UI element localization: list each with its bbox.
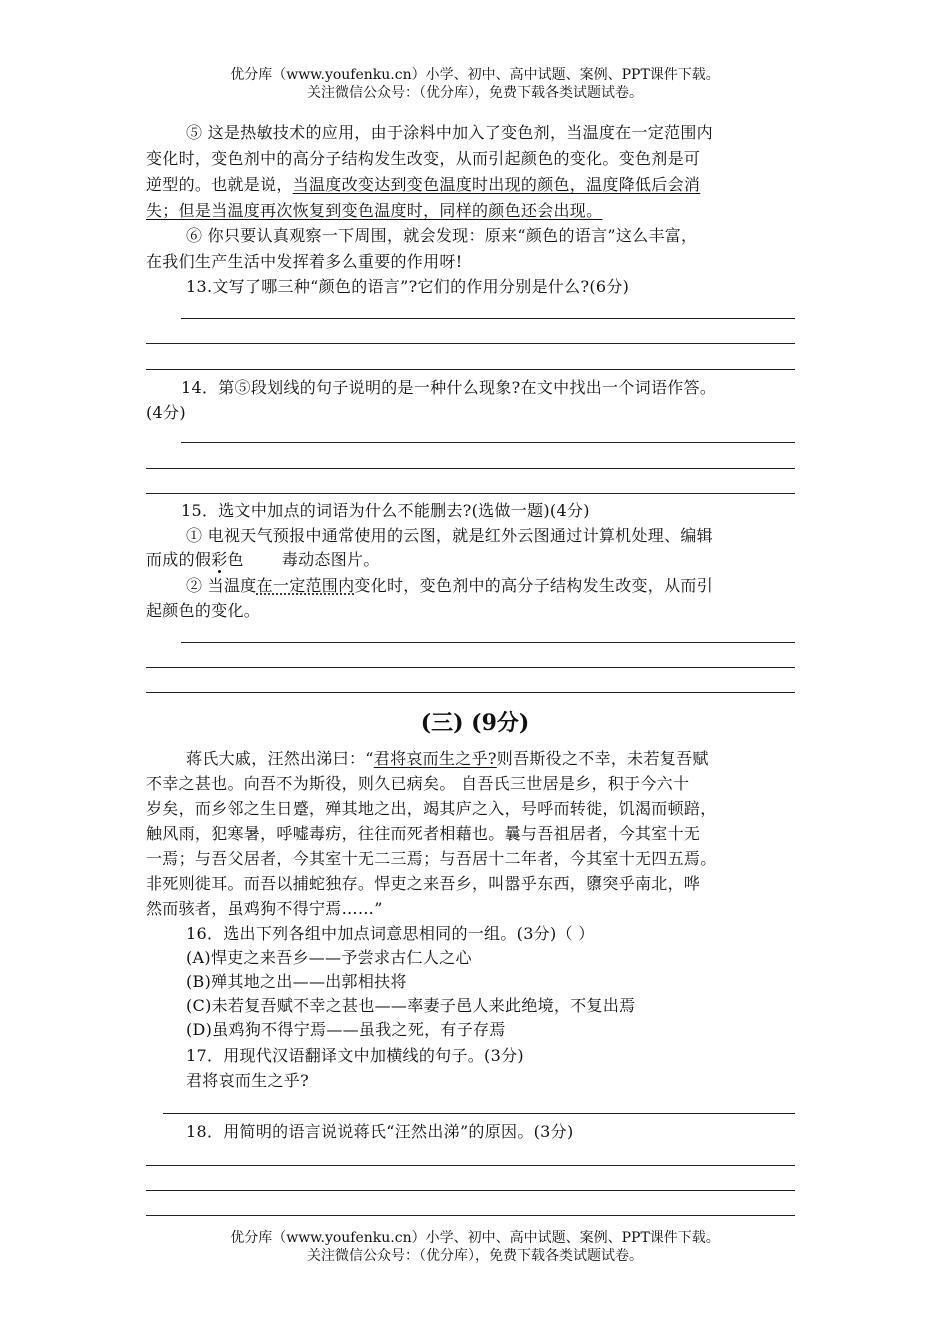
footer-line-1: 优分库（www.youfenku.cn）小学、初中、高中试题、案例、PPT课件下载。 [230, 1230, 720, 1246]
answer-line[interactable] [146, 369, 795, 370]
question-16-option-d: (D)虽鸡狗不得宁焉——虽我之死，有子存焉 [186, 1020, 506, 1039]
answer-line[interactable] [146, 692, 795, 693]
answer-line[interactable] [181, 642, 795, 643]
s3-line-1 [186, 747, 837, 771]
question-15: 15．选文中加点的词语为什么不能删去?(选做一题)(4分) [181, 501, 590, 520]
answer-line[interactable] [146, 493, 795, 494]
p5-underlined-sentence-part2: 失；但是当温度再次恢复到变色温度时，同样的颜色还会出现。 [146, 201, 603, 220]
s3-line-6: 非死则徙耳。而吾以捕蛇独存。悍吏之来吾乡，叫嚣乎东西，隳突乎南北，哗 [146, 874, 701, 893]
s3-line-1-prefix: 蒋氏大戚，汪然出涕曰：“ [186, 749, 374, 768]
question-15-option-1-line-2 [146, 548, 797, 572]
p5-underlined-sentence-part1: 当温度改变达到变色温度时出现的颜色，温度降低后会消 [292, 175, 701, 194]
page-header [0, 66, 950, 102]
answer-line[interactable] [146, 1215, 795, 1216]
s3-line-2: 不幸之甚也。向吾不为斯役，则久已病矣。 自吾氏三世居是乡，积于今六十 [146, 774, 690, 793]
answer-line[interactable] [163, 1113, 795, 1114]
answer-line[interactable] [181, 318, 795, 319]
section-3-title: (三) (9分) [420, 710, 530, 736]
p6-line-1: ⑥ 你只要认真观察一下周围，就会发现：原来“颜色的语言”这么丰富， [186, 226, 698, 245]
s3-line-4: 触风雨，犯寒暑，呼嘘毒疠，往往而死者相藉也。曩与吾祖居者，今其室十无 [146, 824, 701, 843]
question-16-option-a: (A)悍吏之来吾乡——予尝求古仁人之心 [186, 948, 472, 967]
answer-line[interactable] [146, 1190, 795, 1191]
q15-2-dotted-words: 在一定范围内 [256, 576, 355, 595]
question-17: 17．用现代汉语翻译文中加横线的句子。(3分) [186, 1046, 524, 1065]
question-14-line-1: 14．第⑤段划线的句子说明的是一种什么现象?在文中找出一个词语作答。 [181, 378, 717, 397]
s3-line-1-suffix: 则吾斯役之不幸，未若复吾赋 [496, 749, 709, 768]
question-15-option-1-line-1: ① 电视天气预报中通常使用的云图，就是红外云图通过计算机处理、编辑 [186, 526, 713, 545]
q15-2-suffix: 变化时，变色剂中的高分子结构发生改变，从而引 [354, 576, 714, 595]
p6-line-2: 在我们生产生活中发挥着多么重要的作用呀! [146, 252, 463, 271]
header-line-1: 优分库（www.youfenku.cn）小学、初中、高中试题、案例、PPT课件下载。 [230, 67, 720, 83]
s3-line-3: 岁矣，而乡邻之生日蹙，殚其地之出，竭其庐之入，号呼而转徙，饥渴而顿踣， [146, 799, 717, 818]
q15-1-suffix: 毒动态图片。 [281, 550, 380, 569]
q15-1-prefix: 而成的 [146, 550, 195, 569]
question-16-option-c: (C)未若复吾赋不幸之甚也——率妻子邑人来此绝境，不复出焉 [186, 996, 636, 1015]
question-17-sentence: 君将哀而生之乎? [186, 1071, 309, 1090]
answer-line[interactable] [146, 1165, 795, 1166]
question-18: 18．用简明的语言说说蒋氏“汪然出涕”的原因。(3分) [186, 1122, 574, 1141]
p5-line-3 [146, 173, 797, 197]
answer-line[interactable] [146, 667, 795, 668]
answer-line[interactable] [181, 442, 795, 443]
question-15-option-2-line-2: 起颜色的变化。 [146, 601, 261, 620]
p5-line-3-plain: 逆型的。也就是说， [146, 175, 293, 194]
page-footer [0, 1229, 950, 1265]
s3-underlined-sentence: 君将哀而生之乎? [373, 749, 497, 768]
question-13: 13.文写了哪三种“颜色的语言”?它们的作用分别是什么?(6分) [186, 277, 630, 296]
answer-line[interactable] [146, 343, 795, 344]
question-15-option-2-line-1 [186, 574, 837, 598]
question-16: 16．选出下列各组中加点词意思相同的一组。(3分)（ ） [186, 924, 595, 943]
s3-line-5: 一焉；与吾父居者，今其室十无二三焉；与吾居十二年者，今其室十无四五焉。 [146, 849, 717, 868]
question-14-line-2: (4分) [146, 403, 186, 422]
p5-line-1: ⑤ 这是热敏技术的应用，由于涂料中加入了变色剂，当温度在一定范围内 [186, 123, 713, 142]
header-line-2: 关注微信公众号：（优分库），免费下载各类试题试卷。 [307, 85, 643, 101]
q15-1-dotted-word: 假彩色 [194, 550, 244, 569]
s3-line-7: 然而骇者，虽鸡狗不得宁焉……” [146, 899, 383, 918]
answer-line[interactable] [146, 468, 795, 469]
p5-line-2: 变化时，变色剂中的高分子结构发生改变，从而引起颜色的变化。变色剂是可 [146, 149, 701, 168]
q15-2-prefix: ② 当温度 [186, 576, 257, 595]
footer-line-2: 关注微信公众号：（优分库），免费下载各类试题试卷。 [307, 1248, 643, 1264]
question-16-option-b: (B)殚其地之出——出郭相扶将 [186, 972, 407, 991]
